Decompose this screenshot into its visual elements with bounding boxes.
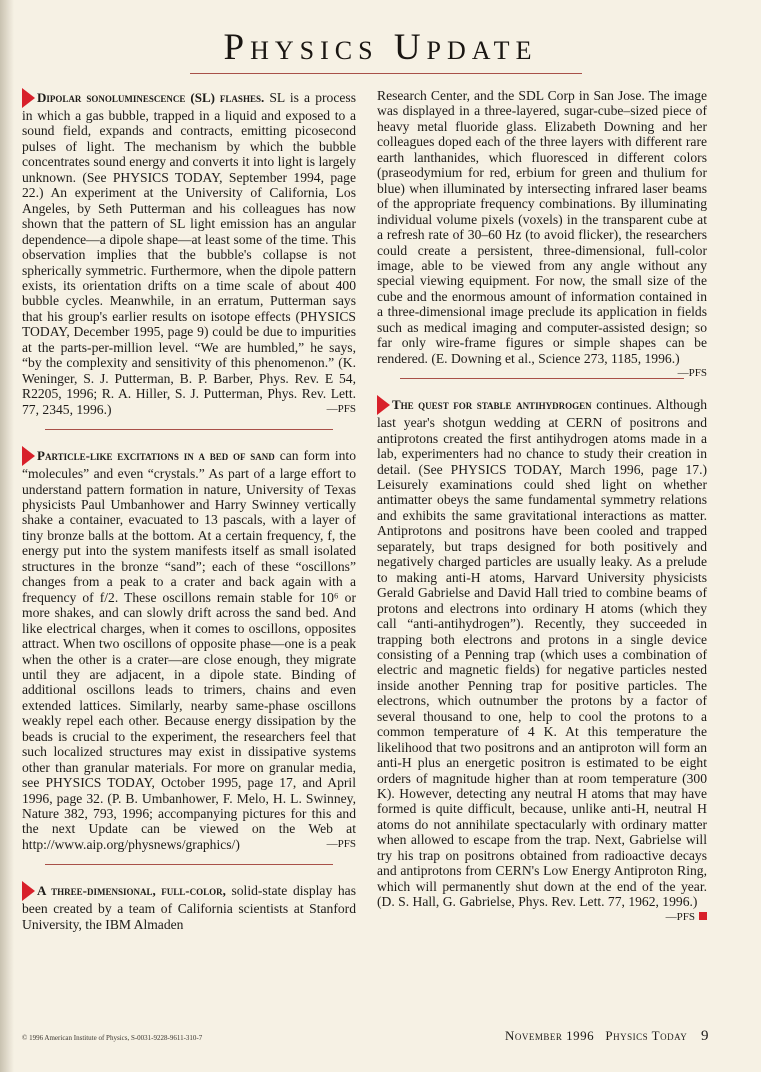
issue-date: November 1996: [504, 1028, 595, 1043]
red-triangle-icon: [22, 446, 35, 466]
page-title: Physics Update: [223, 27, 538, 68]
article-3d-display-continued: [377, 88, 707, 380]
article-divider: [45, 429, 332, 430]
article-sonoluminescence: [22, 88, 356, 417]
page-edge-shadow: [0, 0, 14, 1072]
signature-text: —PFS: [665, 910, 695, 923]
copyright-line: © 1996 American Institute of Physics, S-0031-9228-9611-310-7: [22, 1034, 203, 1042]
article-body: can form into “molecules” and even “crystals.” As part of a large effort to understand pattern formation in nature, University of Texas physicists Paul Umbanhower and Harry Swinney vertically shake a container, evacuated to 13 pascals, with a layer of tiny bronze balls at the bottom. At a certain frequency, f, the energy put into the system manifests itself as small isolated structures in the bronze “sand”; each of these “oscillons” changes from a peak to a crater and back again with a frequency of f/2. These oscillons remain stable for 10⁶ or more shakes, and can slowly drift across the sand bed. And like electrical charges, when it comes to oscillons, opposites attract. When two oscillons of opposite phase—one is a peak when the other is a crater—are close enough, they migrate until they are adjacent, in a dipole state. Binding of additional oscillons leads to trimers, chains and even extended lattices. Similarly, nearby same-phase oscillons weakly repel each other. Because energy dissipation by the beads is crucial to the experiment, the researchers feel that such localized structures may exist in dissipative systems other than granular materials. For more on granular media, see PHYSICS TODAY, October 1995, page 17, and April 1996, page 32. (P. B. Umbanhower, F. Melo, H. L. Swinney, Nature 382, 793, 1996; accompanying pictures for this and the next Update can be viewed on the Web at http://www.aip.org/physnews/graphics/): [22, 448, 356, 852]
article-body: SL is a process in which a gas bubble, trapped in a liquid and exposed to a sound field, expands and contracts, emitting picosecond pulses of light. The mechanism by which the bubble concentrates sound energy and converts it into light is largely unknown. (See PHYSICS TODAY, September 1994, page 22.) An experiment at the University of California, Los Angeles, by Seth Putterman and his colleagues has now shown that the pattern of SL light emission has an angular dependence—a dipole shape—at least some of the time. This observation implies that the bubble's collapse is not spherically symmetric. Furthermore, when the dipole pattern exists, its orientation drifts on a time scale of about 400 bubble cycles. Meanwhile, in an erratum, Putterman says that his group's earlier results on isotope effects (PHYSICS TODAY, December 1995, page 9) could be due to impurities at the parts-per-million level. “We are humbled,” he says, “by the complexity and sensitivity of this phenomenon.” (K. Weninger, S. J. Putterman, B. P. Barber, Phys. Rev. E 54, R2205, 1996; R. A. Hiller, S. J. Putterman, Phys. Rev. Lett. 77, 2345, 1996.): [22, 90, 356, 417]
article-divider: [400, 378, 684, 379]
article-signature: [666, 910, 707, 925]
page-number: 9: [701, 1028, 709, 1044]
article-oscillons: [22, 446, 356, 852]
article-signature: —PFS: [326, 837, 356, 850]
article-body-start: solid-state display has been created by a team of California scientists at Stanford University, the IBM Almaden: [22, 883, 356, 932]
end-mark-icon: [699, 912, 707, 920]
article-signature: —PFS: [677, 367, 707, 380]
article-heading: A three-dimensional, full-color,: [37, 883, 226, 899]
article-body: continues. Although last year's shotgun wedding at CERN of positrons and antiprotons created the first antihydrogen atoms made in a lab, experimenters had no chance to study their creation in detail. (See PHYSICS TODAY, March 1996, page 17.) Leisurely examinations could shed light on whether antimatter obeys the same fundamental symmetry relations and exhibits the same gravitational interactions as matter. Antiprotons and positrons have been cooled and trapped separately, but traps designed for both positively and negatively charged particles are usually leaky. As a prelude to making anti-H atoms, Harvard University physicists Gerald Gabrielse and David Hall tried to combine beams of protons and electrons into ordinary H atoms (which they call “anti-antihydrogen”). Recently, they succeeded in trapping both electrons and protons in a single device consisting of a Penning trap (which uses a combination of electric and magnetic fields) for negative particles nested inside another Penning trap for positive particles. The electrons, which outnumber the protons by a factor of several thousand to one, help to cool the protons to a common temperature of 4 K. At this temperature the likelihood that two positrons and an antiproton will form an anti-H plus an energetic positron is estimated to be eight orders of magnitude higher than at room temperature (300 K). However, detecting any neutral H atoms that may have formed is quite difficult, because, unlike anti-H, neutral H atoms do not annihilate spectacularly with ordinary matter when allowed to escape from the trap. Next, Gabrielse will try his trap on positrons obtained from radioactive decays and antiprotons from CERN's Low Energy Antiproton Ring, which will permanently shut down at the end of the year. (D. S. Hall, G. Gabrielse, Phys. Rev. Lett. 77, 1962, 1996.): [377, 397, 707, 910]
article-heading: The quest for stable antihydrogen: [392, 397, 592, 413]
left-column: [22, 88, 356, 932]
red-triangle-icon: [377, 395, 390, 415]
title-rule: [190, 73, 582, 74]
right-column: [377, 88, 707, 925]
article-body-continued: Research Center, and the SDL Corp in San Jose. The image was displayed in a three-layered, sugar-cube–sized piece of heavy metal fluoride glass. Elizabeth Downing and her colleagues doped each of the three layers with different rare earth lanthanides, which fluoresced in different colors (praseodymium for red, erbium for green and thulium for blue) when illuminated by intersecting infrared laser beams of the appropriate frequency combinations. By illuminating individual volume pixels (voxels) in the transparent cube at a refresh rate of 30–60 Hz (to avoid flicker), the researchers could create a persistent, three-dimensional, full-color image, able to be viewed from any angle without any special viewing equipment. For now, the small size of the cube and the enormous amount of information contained in a three-dimensional image preclude its application in fields such as medical imaging and computer-assisted design; so far only wire-frame figures or simple shapes can be rendered. (E. Downing et al., Science 273, 1185, 1996.): [377, 88, 707, 366]
article-heading: Dipolar sonoluminescence (SL) flashes.: [37, 90, 265, 105]
red-triangle-icon: [22, 88, 35, 108]
article-antihydrogen: [377, 395, 707, 923]
red-triangle-icon: [22, 881, 35, 901]
article-signature: —PFS: [326, 402, 356, 415]
article-divider: [45, 864, 332, 865]
article-3d-display: [22, 881, 356, 932]
magazine-name: Physics Today: [605, 1028, 688, 1043]
running-footer: [505, 1028, 709, 1045]
article-heading: Particle-like excitations in a bed of sand: [37, 448, 275, 464]
